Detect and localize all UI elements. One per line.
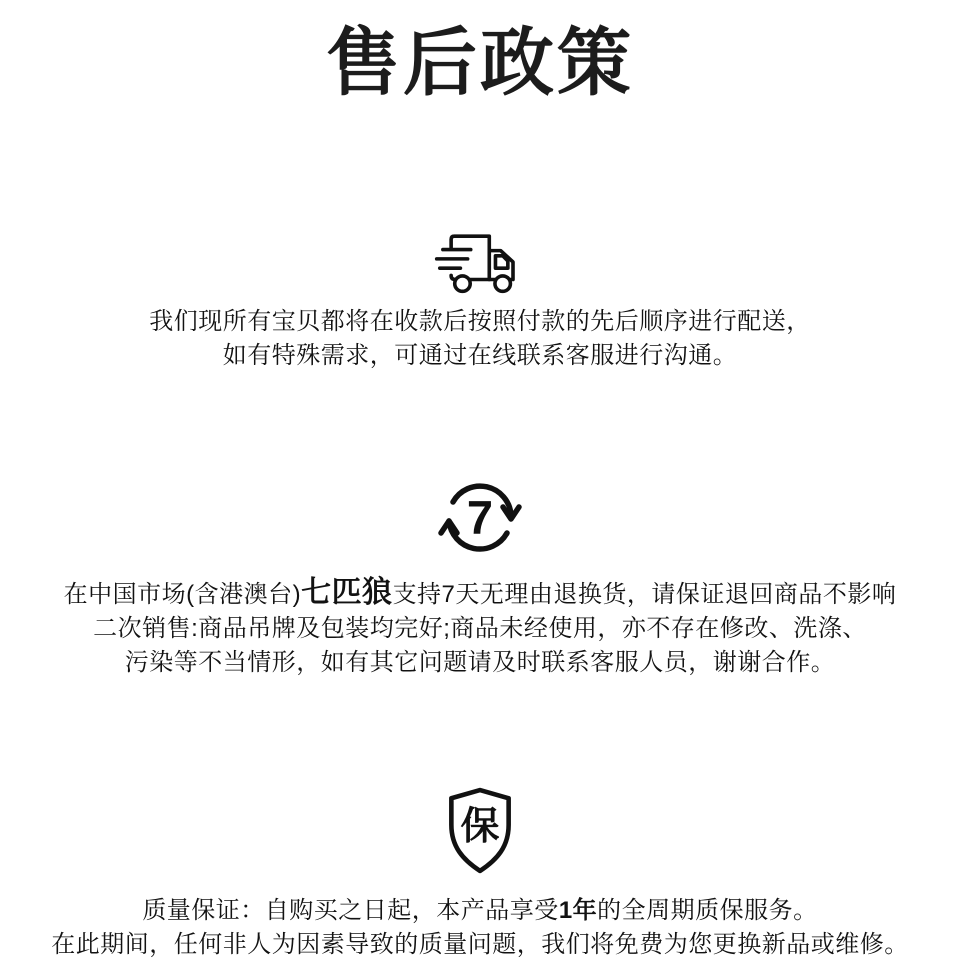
returns-line-1-post: 支持7天无理由退换货，请保证退回商品不影响	[392, 580, 897, 608]
warranty-policy-text	[51, 894, 909, 962]
warranty-shield-icon	[441, 786, 519, 876]
warranty-line-1-post: 的全周期质保服务。	[597, 896, 818, 924]
shipping-line-1: 我们现所有宝贝都将在收款后按照付款的先后顺序进行配送，	[149, 307, 811, 335]
returns-line-2: 二次销售:商品吊牌及包装均完好;商品未经使用，亦不存在修改、洗涤、	[93, 614, 867, 642]
warranty-line-1-pre: 质量保证：自购买之日起，本产品享受	[142, 896, 559, 924]
returns-policy-text	[64, 576, 897, 680]
brand-name: 七匹狼	[301, 575, 393, 609]
returns-line-1-pre: 在中国市场(含港澳台)	[63, 580, 302, 608]
shield-character: 保	[460, 804, 500, 848]
returns-line-3: 污染等不当情形，如有其它问题请及时联系客服人员，谢谢合作。	[124, 648, 836, 676]
seven-day-exchange-icon	[438, 476, 522, 560]
warranty-line-2: 在此期间，任何非人为因素导致的质量问题，我们将免费为您更换新品或维修。	[51, 930, 909, 958]
seven-day-number: 7	[466, 490, 494, 544]
page-title: 售后政策	[326, 21, 634, 104]
shipping-line-2: 如有特殊需求，可通过在线联系客服进行沟通。	[222, 341, 738, 369]
delivery-truck-icon	[434, 230, 526, 296]
warranty-duration: 1年	[558, 896, 598, 924]
shipping-policy-text	[149, 305, 811, 373]
